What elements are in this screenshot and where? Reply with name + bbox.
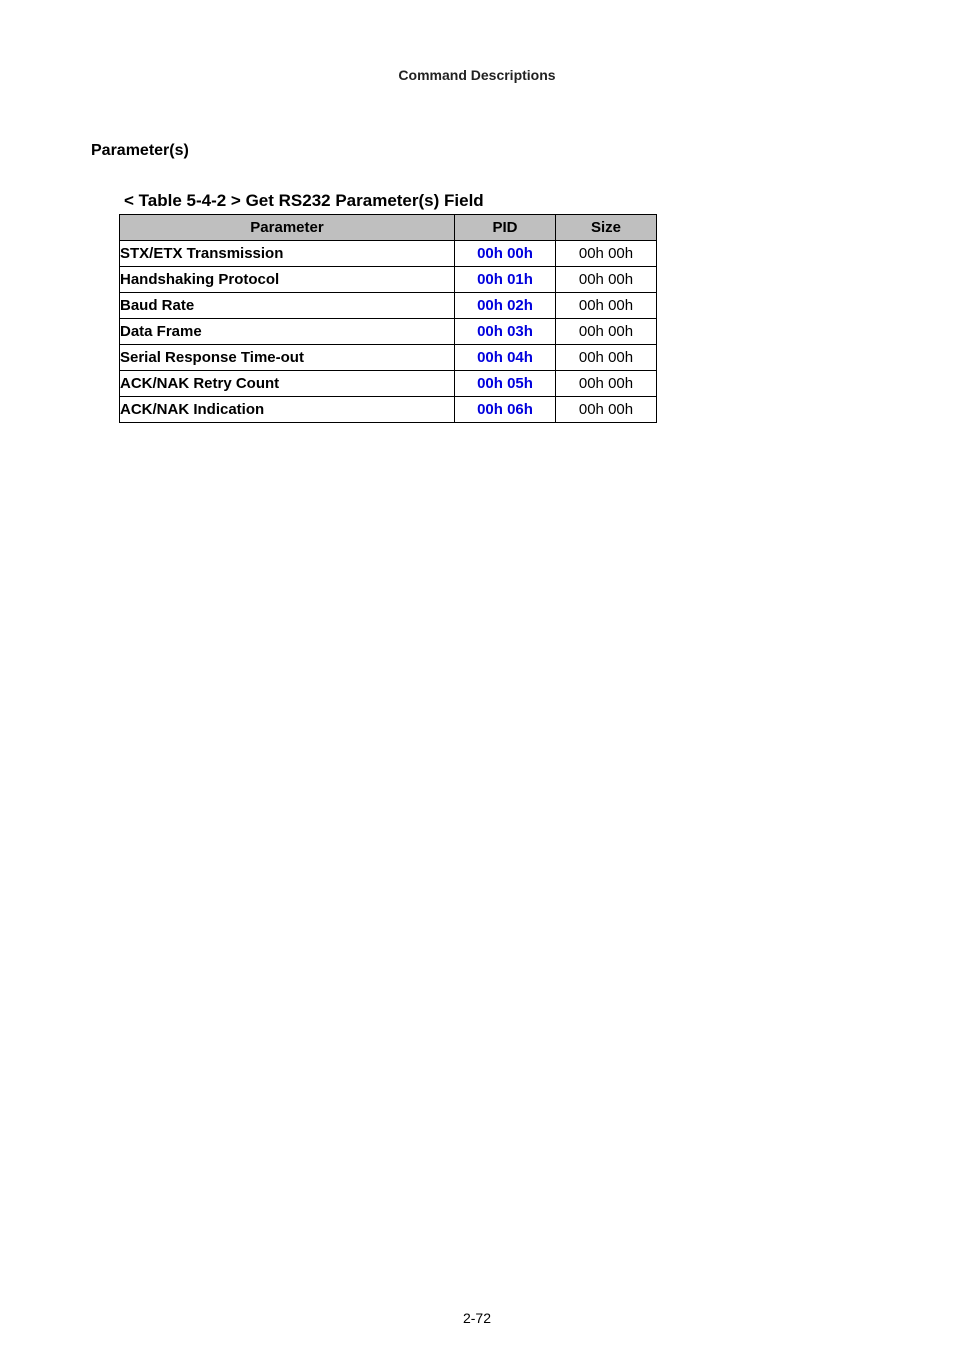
size-cell: 00h 00h [556,371,657,397]
parameter-cell: Baud Rate [120,293,455,319]
parameter-cell: Serial Response Time-out [120,345,455,371]
parameter-cell: Data Frame [120,319,455,345]
section-title: Parameter(s) [91,142,189,159]
page-number: 2-72 [462,1310,492,1326]
size-cell: 00h 00h [556,319,657,345]
size-cell: 00h 00h [556,293,657,319]
table-header-row [120,215,657,241]
parameter-cell: STX/ETX Transmission [120,241,455,267]
pid-cell: 00h 04h [455,345,556,371]
size-cell: 00h 00h [556,345,657,371]
pid-cell: 00h 03h [455,319,556,345]
pid-cell: 00h 00h [455,241,556,267]
table-row [120,319,657,345]
size-cell: 00h 00h [556,267,657,293]
table-caption: < Table 5-4-2 > Get RS232 Parameter(s) Field [124,191,484,210]
size-cell: 00h 00h [556,241,657,267]
table-row [120,371,657,397]
size-cell: 00h 00h [556,397,657,423]
table-row [120,267,657,293]
column-header-size: Size [556,215,657,241]
pid-cell: 00h 02h [455,293,556,319]
table-row [120,241,657,267]
column-header-parameter: Parameter [120,215,455,241]
parameter-cell: Handshaking Protocol [120,267,455,293]
pid-cell: 00h 06h [455,397,556,423]
column-header-pid: PID [455,215,556,241]
parameter-cell: ACK/NAK Indication [120,397,455,423]
pid-cell: 00h 01h [455,267,556,293]
parameter-cell: ACK/NAK Retry Count [120,371,455,397]
table-row [120,345,657,371]
rs232-parameters-table [119,214,657,423]
page-header: Command Descriptions [398,67,556,83]
pid-cell: 00h 05h [455,371,556,397]
table-row [120,293,657,319]
table-row [120,397,657,423]
